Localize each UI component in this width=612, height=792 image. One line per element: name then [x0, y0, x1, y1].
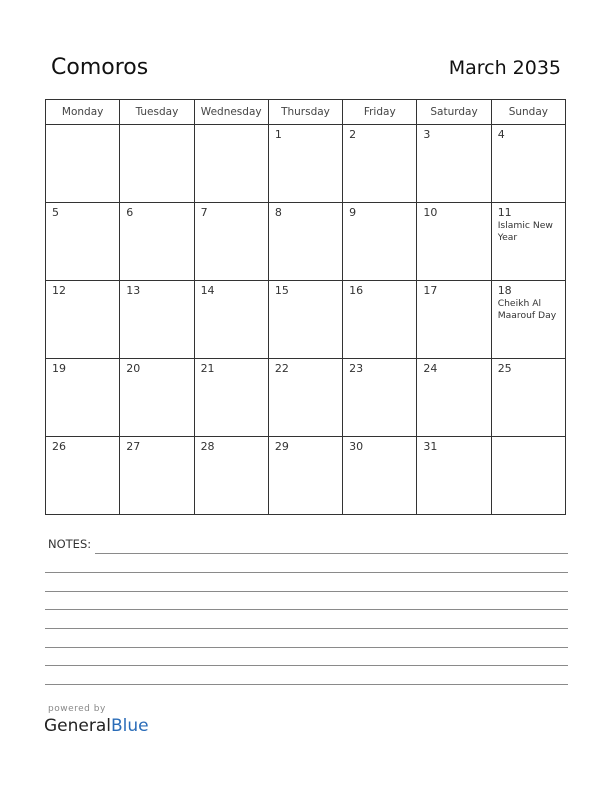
day-number: 14: [200, 284, 215, 297]
day-number: 13: [126, 284, 141, 297]
day-number: 11: [497, 206, 512, 219]
day-cell: [120, 437, 194, 515]
day-number: 26: [52, 440, 66, 453]
day-cell: [46, 359, 120, 437]
day-number: 17: [423, 284, 438, 297]
day-cell: [417, 437, 491, 515]
day-number: 29: [274, 440, 289, 453]
day-number: 2: [349, 128, 357, 141]
day-cell: [46, 125, 120, 203]
week-row: [46, 125, 566, 203]
day-cell: [46, 281, 120, 359]
day-cell: [268, 281, 342, 359]
day-number: 24: [423, 362, 438, 375]
notes-line: [45, 647, 568, 648]
day-cell: [268, 203, 342, 281]
day-cell: [46, 203, 120, 281]
day-cell: [343, 281, 417, 359]
day-number: 19: [52, 362, 66, 375]
day-number: 5: [52, 206, 59, 219]
brand-logo: [44, 716, 149, 736]
day-number: [492, 437, 565, 440]
day-cell: [194, 359, 268, 437]
weekday-header: Monday: [46, 100, 120, 125]
day-number: 10: [423, 206, 438, 219]
day-cell: [194, 203, 268, 281]
day-number: [46, 125, 119, 128]
week-row: [46, 281, 566, 359]
powered-by-text: powered by: [48, 704, 106, 714]
day-number: 8: [274, 206, 282, 219]
holiday-label: Islamic New Year: [497, 220, 553, 243]
day-cell: [46, 437, 120, 515]
weekday-header: Thursday: [268, 100, 342, 125]
day-cell: [417, 359, 491, 437]
day-cell: [194, 281, 268, 359]
day-cell: [417, 125, 491, 203]
day-cell: [120, 359, 194, 437]
notes-label: NOTES:: [48, 537, 92, 551]
week-row: [46, 359, 566, 437]
day-cell: [491, 125, 565, 203]
day-number: 23: [349, 362, 364, 375]
week-row: [46, 437, 566, 515]
weekday-header: Saturday: [417, 100, 491, 125]
day-cell: [491, 437, 565, 515]
day-number: 15: [274, 284, 289, 297]
day-number: 27: [126, 440, 141, 453]
day-cell: [120, 203, 194, 281]
day-number: 18: [497, 284, 512, 297]
notes-line: [45, 628, 568, 629]
day-number: 30: [349, 440, 364, 453]
brand-general: General: [44, 716, 111, 736]
weekday-header-row: [46, 100, 566, 125]
day-cell: [268, 125, 342, 203]
day-number: 7: [200, 206, 208, 219]
day-number: 20: [126, 362, 141, 375]
day-cell: [268, 359, 342, 437]
weekday-header: Wednesday: [194, 100, 268, 125]
calendar-grid: [45, 99, 566, 515]
day-cell: [491, 359, 565, 437]
notes-line: [45, 684, 568, 685]
holiday-label: Cheikh Al Maarouf Day: [497, 298, 557, 321]
notes-line: [45, 609, 568, 610]
day-number: 3: [423, 128, 431, 141]
day-number: 31: [423, 440, 438, 453]
notes-line: [45, 665, 568, 666]
day-number: 22: [274, 362, 289, 375]
weekday-header: Sunday: [491, 100, 565, 125]
day-number: 6: [126, 206, 134, 219]
day-number: 12: [52, 284, 66, 297]
notes-line: [95, 553, 568, 554]
week-row: [46, 203, 566, 281]
day-cell: [417, 203, 491, 281]
day-number: [195, 125, 268, 128]
day-cell: [343, 437, 417, 515]
day-number: 9: [349, 206, 357, 219]
country-title: Comoros: [51, 55, 149, 80]
day-cell: [343, 203, 417, 281]
notes-line: [45, 572, 568, 573]
weekday-header: Friday: [343, 100, 417, 125]
day-number: 25: [497, 362, 512, 375]
day-cell: [343, 359, 417, 437]
day-cell: [268, 437, 342, 515]
day-cell: [491, 203, 565, 281]
notes-line: [45, 591, 568, 592]
weekday-header: Tuesday: [120, 100, 194, 125]
day-number: [120, 125, 193, 128]
day-number: 4: [497, 128, 505, 141]
month-year-title: March 2035: [448, 57, 561, 79]
day-cell: [194, 437, 268, 515]
day-cell: [491, 281, 565, 359]
day-number: 1: [274, 128, 282, 141]
day-cell: [417, 281, 491, 359]
day-number: 16: [349, 284, 364, 297]
day-number: 28: [200, 440, 215, 453]
brand-blue: Blue: [111, 716, 149, 736]
day-cell: [343, 125, 417, 203]
day-number: 21: [200, 362, 215, 375]
day-cell: [194, 125, 268, 203]
day-cell: [120, 281, 194, 359]
day-cell: [120, 125, 194, 203]
